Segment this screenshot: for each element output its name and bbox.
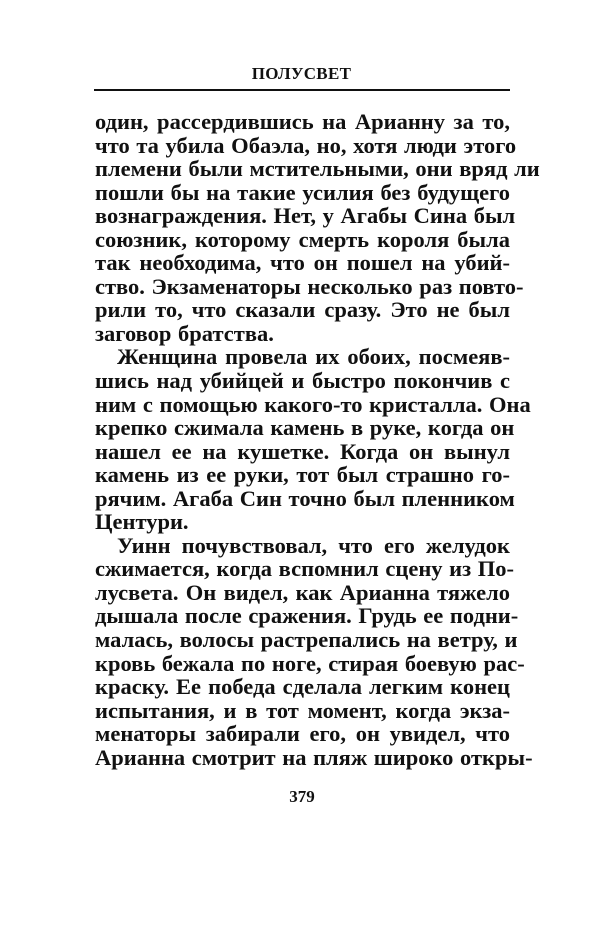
text-line: вознаграждения. Нет, у Агабы Сина был xyxy=(95,203,516,229)
text-line: краску. Ее победа сделала легким конец xyxy=(95,674,510,700)
text-line: Центури. xyxy=(95,509,189,535)
body-text xyxy=(95,109,540,770)
text-line: кровь бежала по ноге, стирая боевую рас- xyxy=(95,650,525,676)
text-line: сжимается, когда вспомнил сцену из По- xyxy=(95,556,515,582)
text-line: испытания, и в тот момент, когда экза- xyxy=(95,697,510,723)
text-line: так необходима, что он пошел на убий- xyxy=(95,250,510,276)
text-line: крепко сжимала камень в руке, когда он xyxy=(95,415,515,441)
text-line: лусвета. Он видел, как Арианна тяжело xyxy=(95,579,510,605)
text-line: шись над убийцей и быстро покончив с xyxy=(95,368,510,394)
running-head: ПОЛУСВЕТ xyxy=(251,64,352,83)
text-line: заговор братства. xyxy=(95,320,274,346)
text-line: камень из ее руки, тот был страшно го- xyxy=(95,462,510,488)
text-line: пошли бы на такие усилия без будущего xyxy=(95,179,510,205)
header-rule xyxy=(94,89,510,91)
text-line: менаторы забирали его, он увидел, что xyxy=(95,721,510,747)
text-line: малась, волосы растрепались на ветру, и xyxy=(95,627,518,653)
text-line: рячим. Агаба Син точно был пленником xyxy=(95,485,515,511)
text-line: что та убила Обаэла, но, хотя люди этого xyxy=(95,132,517,158)
text-line: рили то, что сказали сразу. Это не был xyxy=(95,297,510,323)
text-line: Арианна смотрит на пляж широко откры- xyxy=(95,744,533,770)
text-line: нашел ее на кушетке. Когда он вынул xyxy=(95,438,510,464)
page-number: 379 xyxy=(289,787,315,806)
text-line: дышала после сражения. Грудь ее подни- xyxy=(95,603,519,629)
text-line: ство. Экзаменаторы несколько раз повто- xyxy=(95,273,524,299)
text-line: Женщина провела их обоих, посмеяв- xyxy=(117,344,510,370)
text-line: ним с помощью какого-то кристалла. Она xyxy=(95,391,531,417)
text-line: один, рассердившись на Арианну за то, xyxy=(95,109,510,134)
text-line: союзник, которому смерть короля была xyxy=(95,226,510,252)
text-line: племени были мстительными, они вряд ли xyxy=(95,156,540,182)
text-line: Уинн почувствовал, что его желудок xyxy=(117,532,510,558)
